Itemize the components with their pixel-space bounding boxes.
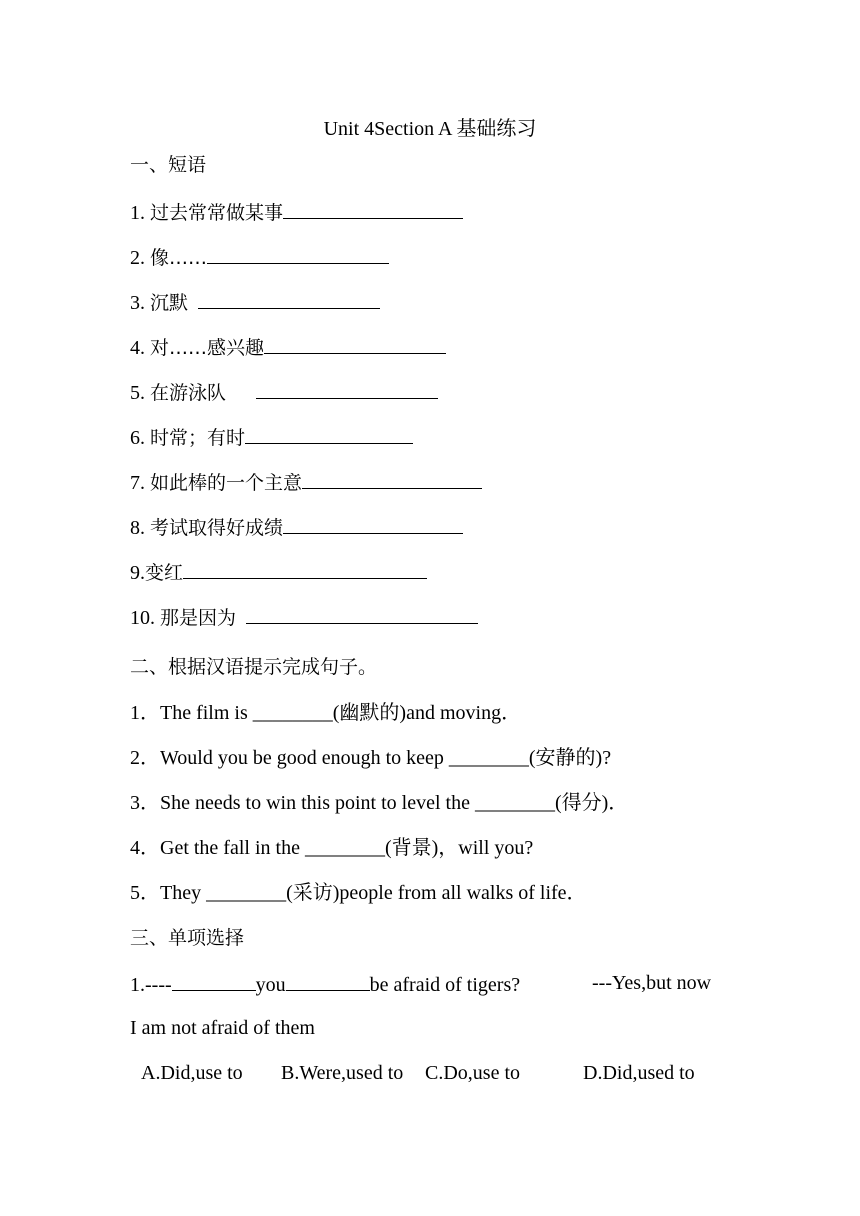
option-c[interactable]: C.Do,use to <box>425 1062 520 1084</box>
phrase-item-3 <box>130 288 380 316</box>
answer-blank[interactable] <box>245 423 413 444</box>
answer-blank[interactable] <box>286 970 370 991</box>
item-number: 6. <box>130 427 145 449</box>
sentence-item-4: 4．Get the fall in the ________(背景)，will you? <box>130 837 534 859</box>
phrase-item-5 <box>130 378 438 406</box>
item-number: 5. <box>130 382 145 404</box>
item-number: 2. <box>130 247 145 269</box>
question-answer: ---Yes,but now <box>592 972 712 994</box>
phrase-item-7 <box>130 468 482 496</box>
phrase-item-9 <box>130 558 427 586</box>
phrase-text: 对……感兴趣 <box>150 337 265 359</box>
answer-blank[interactable] <box>198 288 380 309</box>
phrase-text: 时常；有时 <box>150 427 246 449</box>
phrase-item-8 <box>130 513 463 541</box>
phrase-text: 考试取得好成绩 <box>150 517 284 539</box>
answer-blank[interactable] <box>264 333 446 354</box>
answer-blank[interactable] <box>246 603 478 624</box>
option-d[interactable]: D.Did,used to <box>583 1062 695 1084</box>
question-line-2: I am not afraid of them <box>130 1017 315 1039</box>
sentence-item-3: 3．She needs to win this point to level the ________(得分)． <box>130 792 629 814</box>
phrase-item-2 <box>130 243 389 271</box>
answer-blank[interactable] <box>207 243 389 264</box>
item-number: 4. <box>130 337 145 359</box>
item-number: 9. <box>130 562 145 584</box>
answer-blank[interactable] <box>283 513 463 534</box>
sentence-item-1: 1．The film is ________(幽默的)and moving． <box>130 702 522 724</box>
sentence-item-5: 5．They ________(采访)people from all walks of life． <box>130 882 587 904</box>
phrase-item-10 <box>130 603 478 631</box>
answer-blank[interactable] <box>172 970 256 991</box>
option-a[interactable]: A.Did,use to <box>141 1062 243 1084</box>
item-number: 7. <box>130 472 145 494</box>
answer-blank[interactable] <box>302 468 482 489</box>
section2-heading: 二、根据汉语提示完成句子。 <box>130 656 378 678</box>
phrase-text: 像…… <box>150 247 208 269</box>
phrase-text: 那是因为 <box>160 607 237 629</box>
phrase-text: 在游泳队 <box>150 382 227 404</box>
item-number: 1. <box>130 202 145 224</box>
question-text: be afraid of tigers? <box>369 974 521 996</box>
phrase-item-1 <box>130 198 463 226</box>
answer-blank[interactable] <box>256 378 438 399</box>
question-text: you <box>255 974 286 996</box>
phrase-text: 沉默 <box>150 292 189 314</box>
phrase-item-6 <box>130 423 413 451</box>
answer-blank[interactable] <box>183 558 427 579</box>
answer-blank[interactable] <box>283 198 463 219</box>
phrase-item-4 <box>130 333 446 361</box>
page-title: Unit 4Section A 基础练习 <box>323 118 537 140</box>
item-number: 10. <box>130 607 155 629</box>
question-number: 1.---- <box>130 974 172 996</box>
sentence-item-2: 2．Would you be good enough to keep ________(安静的)? <box>130 747 612 769</box>
phrase-text: 变红 <box>145 562 184 584</box>
item-number: 8. <box>130 517 145 539</box>
section1-heading: 一、短语 <box>130 154 207 176</box>
phrase-text: 如此棒的一个主意 <box>150 472 303 494</box>
section3-heading: 三、单项选择 <box>130 927 245 949</box>
item-number: 3. <box>130 292 145 314</box>
option-b[interactable]: B.Were,used to <box>281 1062 404 1084</box>
phrase-text: 过去常常做某事 <box>150 202 284 224</box>
choice-question-1 <box>130 970 520 998</box>
